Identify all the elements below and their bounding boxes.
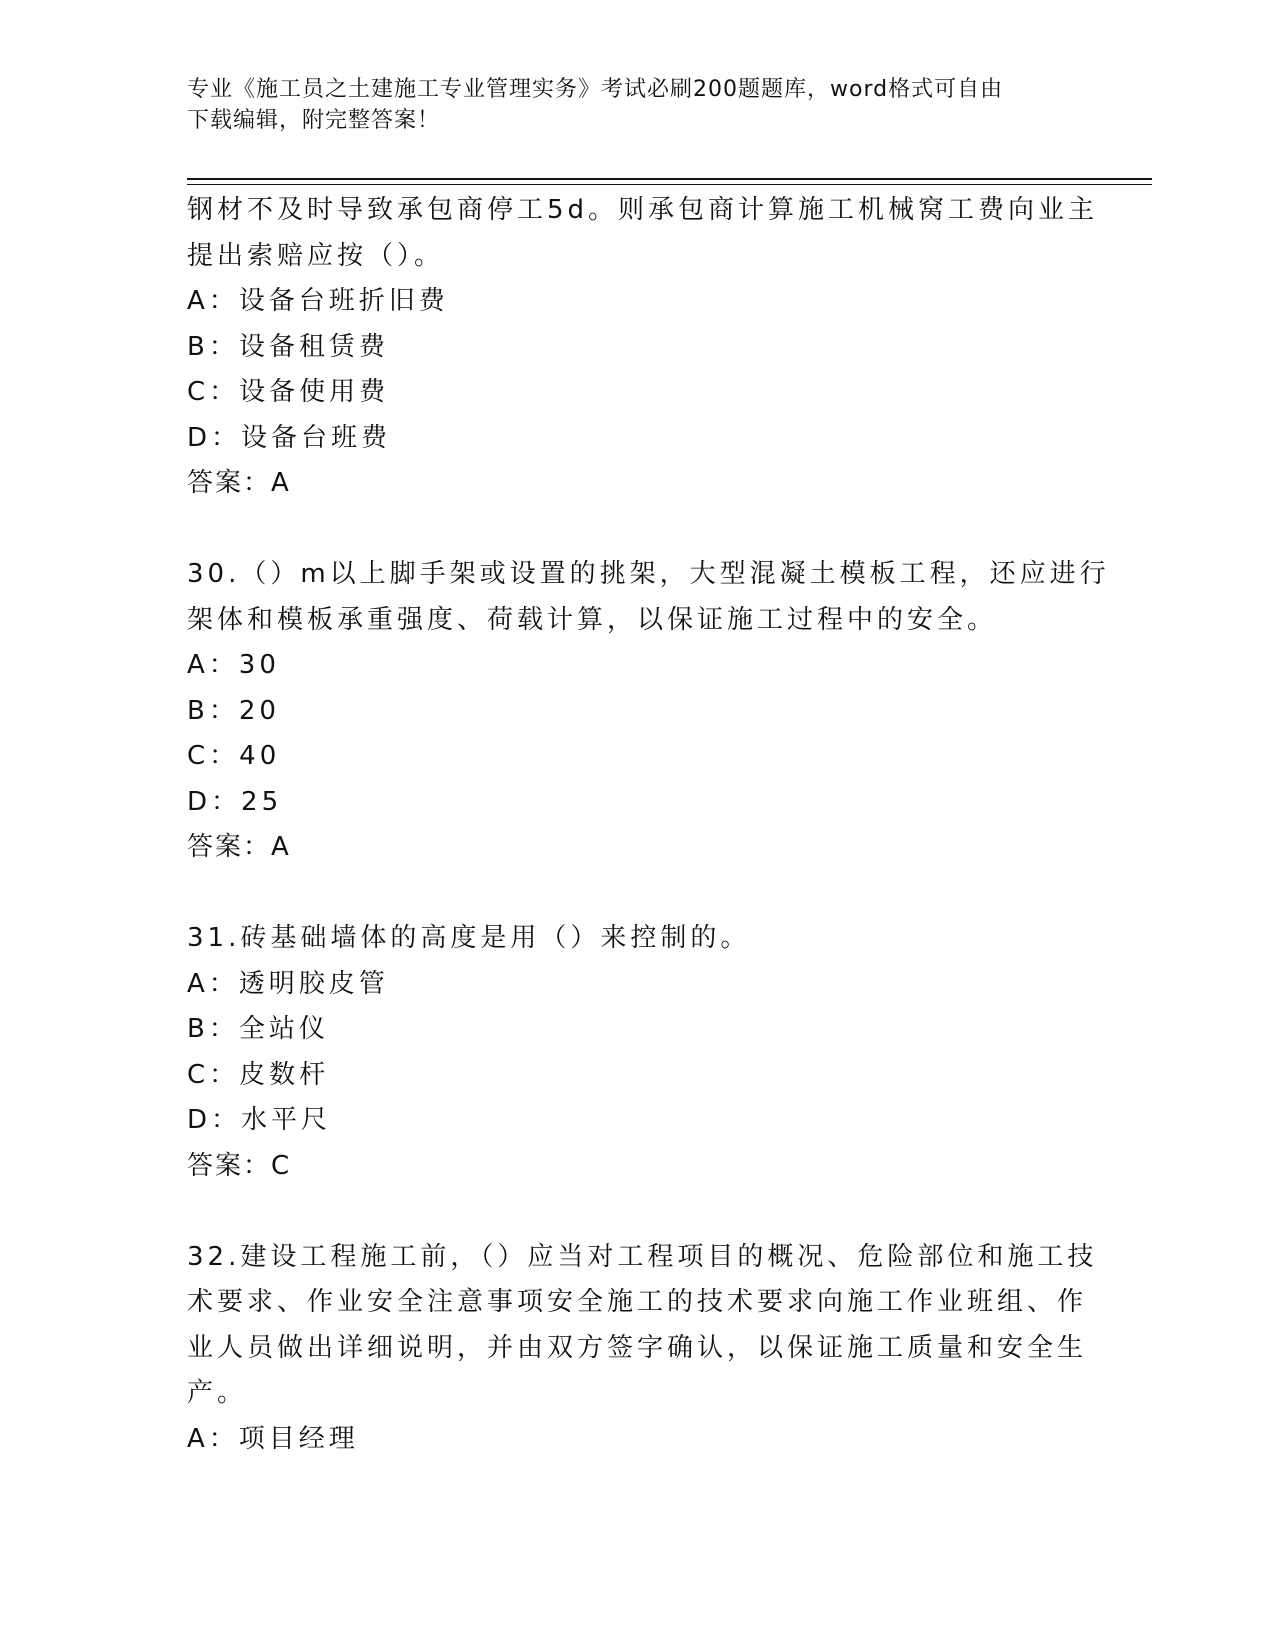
answer: 答案：A xyxy=(187,832,291,862)
header-line-2: 下载编辑，附完整答案！ xyxy=(187,108,441,133)
question-text-line: 产。 xyxy=(187,1378,248,1408)
option-c: C：40 xyxy=(187,741,281,771)
option-d: D：设备台班费 xyxy=(187,422,392,453)
option-a: A：项目经理 xyxy=(187,1423,359,1454)
answer: 答案：A xyxy=(187,468,291,498)
question-text-line: 钢材不及时导致承包商停工5d。则承包商计算施工机械窝工费向业主 xyxy=(187,195,1099,225)
answer: 答案：C xyxy=(187,1150,292,1181)
spacer xyxy=(187,507,1087,553)
header-divider-top xyxy=(187,178,1152,180)
question-31 xyxy=(187,916,1087,1189)
question-text-line: 30.（）m以上脚手架或设置的挑架，大型混凝土模板工程，还应进行 xyxy=(187,559,1110,589)
spacer xyxy=(187,871,1087,917)
question-content xyxy=(187,188,1110,1462)
document-header xyxy=(187,74,1067,136)
option-a: A：透明胶皮管 xyxy=(187,968,389,999)
spacer xyxy=(187,1189,1087,1235)
option-d: D：25 xyxy=(187,786,283,817)
question-text-line: 架体和模板承重强度、荷载计算，以保证施工过程中的安全。 xyxy=(187,604,998,635)
option-a: A：30 xyxy=(187,650,280,680)
question-29 xyxy=(187,188,1099,507)
option-b: B：全站仪 xyxy=(187,1014,329,1044)
option-b: B：20 xyxy=(187,695,280,726)
question-32 xyxy=(187,1235,1098,1463)
question-text-line: 业人员做出详细说明，并由双方签字确认，以保证施工质量和安全生 xyxy=(187,1332,1088,1363)
question-text-line: 31.砖基础墙体的高度是用（）来控制的。 xyxy=(187,923,751,953)
question-text-line: 32.建设工程施工前，（）应当对工程项目的概况、危险部位和施工技 xyxy=(187,1241,1098,1272)
option-b: B：设备租赁费 xyxy=(187,331,389,362)
header-divider-bottom xyxy=(187,184,1152,185)
header-line-1: 专业《施工员之土建施工专业管理实务》考试必刷200题题库，word格式可自由 xyxy=(187,77,1004,102)
option-c: C：皮数杆 xyxy=(187,1059,330,1090)
option-d: D：水平尺 xyxy=(187,1105,332,1135)
option-a: A：设备台班折旧费 xyxy=(187,286,449,316)
question-text-line: 提出索赔应按（）。 xyxy=(187,240,445,271)
question-30 xyxy=(187,552,1110,871)
option-c: C：设备使用费 xyxy=(187,377,390,407)
question-text-line: 术要求、作业安全注意事项安全施工的技术要求向施工作业班组、作 xyxy=(187,1287,1088,1317)
